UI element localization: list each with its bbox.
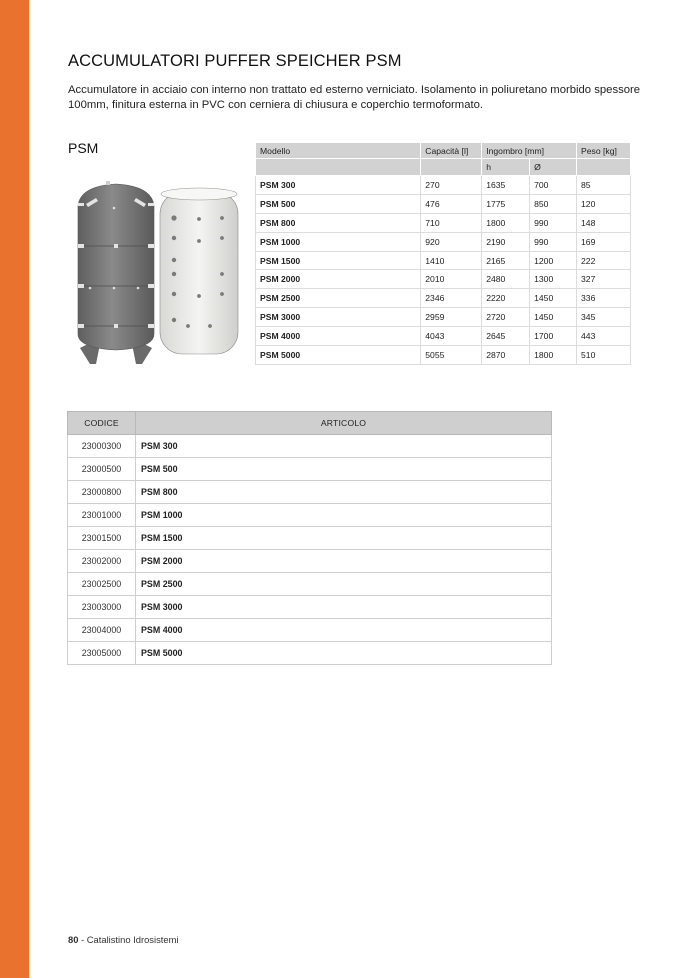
weight-cell: 510 bbox=[577, 346, 631, 365]
weight-cell: 148 bbox=[577, 213, 631, 232]
tank-illustration bbox=[70, 178, 250, 368]
capacity-cell: 270 bbox=[421, 176, 482, 195]
header-height: h bbox=[482, 159, 530, 176]
article-cell: PSM 5000 bbox=[136, 642, 552, 665]
table-row bbox=[68, 642, 552, 665]
table-row bbox=[68, 481, 552, 504]
table-row bbox=[256, 346, 631, 365]
code-header-row bbox=[68, 412, 552, 435]
table-row bbox=[256, 213, 631, 232]
capacity-cell: 476 bbox=[421, 194, 482, 213]
table-row bbox=[256, 327, 631, 346]
article-cell: PSM 500 bbox=[136, 458, 552, 481]
page-footer bbox=[68, 934, 178, 945]
code-cell: 23001000 bbox=[68, 504, 136, 527]
article-cell: PSM 4000 bbox=[136, 619, 552, 642]
table-row bbox=[68, 619, 552, 642]
height-cell: 2870 bbox=[482, 346, 530, 365]
spec-subheader-row bbox=[256, 159, 631, 176]
code-cell: 23003000 bbox=[68, 596, 136, 619]
diameter-cell: 1300 bbox=[530, 270, 577, 289]
weight-cell: 120 bbox=[577, 194, 631, 213]
header-weight: Peso [kg] bbox=[577, 143, 631, 159]
height-cell: 1800 bbox=[482, 213, 530, 232]
model-cell: PSM 800 bbox=[256, 213, 421, 232]
table-row bbox=[256, 194, 631, 213]
diameter-cell: 850 bbox=[530, 194, 577, 213]
article-cell: PSM 800 bbox=[136, 481, 552, 504]
diameter-cell: 1450 bbox=[530, 308, 577, 327]
weight-cell: 443 bbox=[577, 327, 631, 346]
capacity-cell: 1410 bbox=[421, 251, 482, 270]
diameter-cell: 1200 bbox=[530, 251, 577, 270]
capacity-cell: 710 bbox=[421, 213, 482, 232]
weight-cell: 169 bbox=[577, 232, 631, 251]
diameter-cell: 1800 bbox=[530, 346, 577, 365]
section-label: PSM bbox=[68, 140, 99, 156]
catalog-name: Catalistino Idrosistemi bbox=[86, 934, 179, 945]
page-title: ACCUMULATORI PUFFER SPEICHER PSM bbox=[68, 52, 402, 70]
table-row bbox=[68, 573, 552, 596]
capacity-cell: 2959 bbox=[421, 308, 482, 327]
code-cell: 23000500 bbox=[68, 458, 136, 481]
model-cell: PSM 500 bbox=[256, 194, 421, 213]
diameter-cell: 1450 bbox=[530, 289, 577, 308]
table-row bbox=[256, 251, 631, 270]
table-row bbox=[68, 596, 552, 619]
height-cell: 1635 bbox=[482, 176, 530, 195]
model-cell: PSM 1000 bbox=[256, 232, 421, 251]
height-cell: 2190 bbox=[482, 232, 530, 251]
diameter-cell: 1700 bbox=[530, 327, 577, 346]
article-code-table bbox=[67, 411, 552, 665]
diameter-cell: 700 bbox=[530, 176, 577, 195]
height-cell: 2720 bbox=[482, 308, 530, 327]
capacity-cell: 2346 bbox=[421, 289, 482, 308]
code-cell: 23004000 bbox=[68, 619, 136, 642]
steel-tank bbox=[78, 181, 154, 364]
capacity-cell: 2010 bbox=[421, 270, 482, 289]
height-cell: 1775 bbox=[482, 194, 530, 213]
model-cell: PSM 2000 bbox=[256, 270, 421, 289]
weight-cell: 336 bbox=[577, 289, 631, 308]
table-row bbox=[256, 232, 631, 251]
header-diameter: Ø bbox=[530, 159, 577, 176]
model-cell: PSM 4000 bbox=[256, 327, 421, 346]
diameter-cell: 990 bbox=[530, 213, 577, 232]
weight-cell: 345 bbox=[577, 308, 631, 327]
capacity-cell: 5055 bbox=[421, 346, 482, 365]
page-number: 80 bbox=[68, 934, 79, 945]
product-description: Accumulatore in acciaio con interno non trattato ed esterno verniciato. Isolamento in poliuretano morbido spessore 100mm, finitura esterna in PVC con cerniera di chiusura e coperchio termoformato. bbox=[68, 84, 641, 111]
code-cell: 23005000 bbox=[68, 642, 136, 665]
header-model: Modello bbox=[256, 143, 421, 159]
weight-cell: 222 bbox=[577, 251, 631, 270]
table-row bbox=[256, 176, 631, 195]
code-cell: 23000800 bbox=[68, 481, 136, 504]
specifications-table bbox=[255, 142, 631, 365]
model-cell: PSM 5000 bbox=[256, 346, 421, 365]
article-cell: PSM 1000 bbox=[136, 504, 552, 527]
table-row bbox=[68, 435, 552, 458]
model-cell: PSM 3000 bbox=[256, 308, 421, 327]
article-cell: PSM 1500 bbox=[136, 527, 552, 550]
weight-cell: 85 bbox=[577, 176, 631, 195]
article-cell: PSM 3000 bbox=[136, 596, 552, 619]
table-row bbox=[68, 504, 552, 527]
header-dimensions: Ingombro [mm] bbox=[482, 143, 577, 159]
article-cell: PSM 2500 bbox=[136, 573, 552, 596]
table-row bbox=[256, 289, 631, 308]
table-row bbox=[68, 550, 552, 573]
code-cell: 23000300 bbox=[68, 435, 136, 458]
height-cell: 2480 bbox=[482, 270, 530, 289]
spec-header-row bbox=[256, 143, 631, 159]
model-cell: PSM 2500 bbox=[256, 289, 421, 308]
height-cell: 2645 bbox=[482, 327, 530, 346]
model-cell: PSM 300 bbox=[256, 176, 421, 195]
capacity-cell: 4043 bbox=[421, 327, 482, 346]
table-row bbox=[68, 527, 552, 550]
article-cell: PSM 2000 bbox=[136, 550, 552, 573]
side-accent-bar bbox=[0, 0, 29, 978]
table-row bbox=[68, 458, 552, 481]
code-cell: 23002000 bbox=[68, 550, 136, 573]
insulated-tank bbox=[160, 188, 238, 354]
header-capacity: Capacità [l] bbox=[421, 143, 482, 159]
footer-separator: - bbox=[78, 934, 87, 945]
code-cell: 23002500 bbox=[68, 573, 136, 596]
height-cell: 2220 bbox=[482, 289, 530, 308]
code-cell: 23001500 bbox=[68, 527, 136, 550]
diameter-cell: 990 bbox=[530, 232, 577, 251]
height-cell: 2165 bbox=[482, 251, 530, 270]
table-row bbox=[256, 308, 631, 327]
header-article: ARTICOLO bbox=[136, 412, 552, 435]
header-code: CODICE bbox=[68, 412, 136, 435]
weight-cell: 327 bbox=[577, 270, 631, 289]
capacity-cell: 920 bbox=[421, 232, 482, 251]
model-cell: PSM 1500 bbox=[256, 251, 421, 270]
table-row bbox=[256, 270, 631, 289]
article-cell: PSM 300 bbox=[136, 435, 552, 458]
